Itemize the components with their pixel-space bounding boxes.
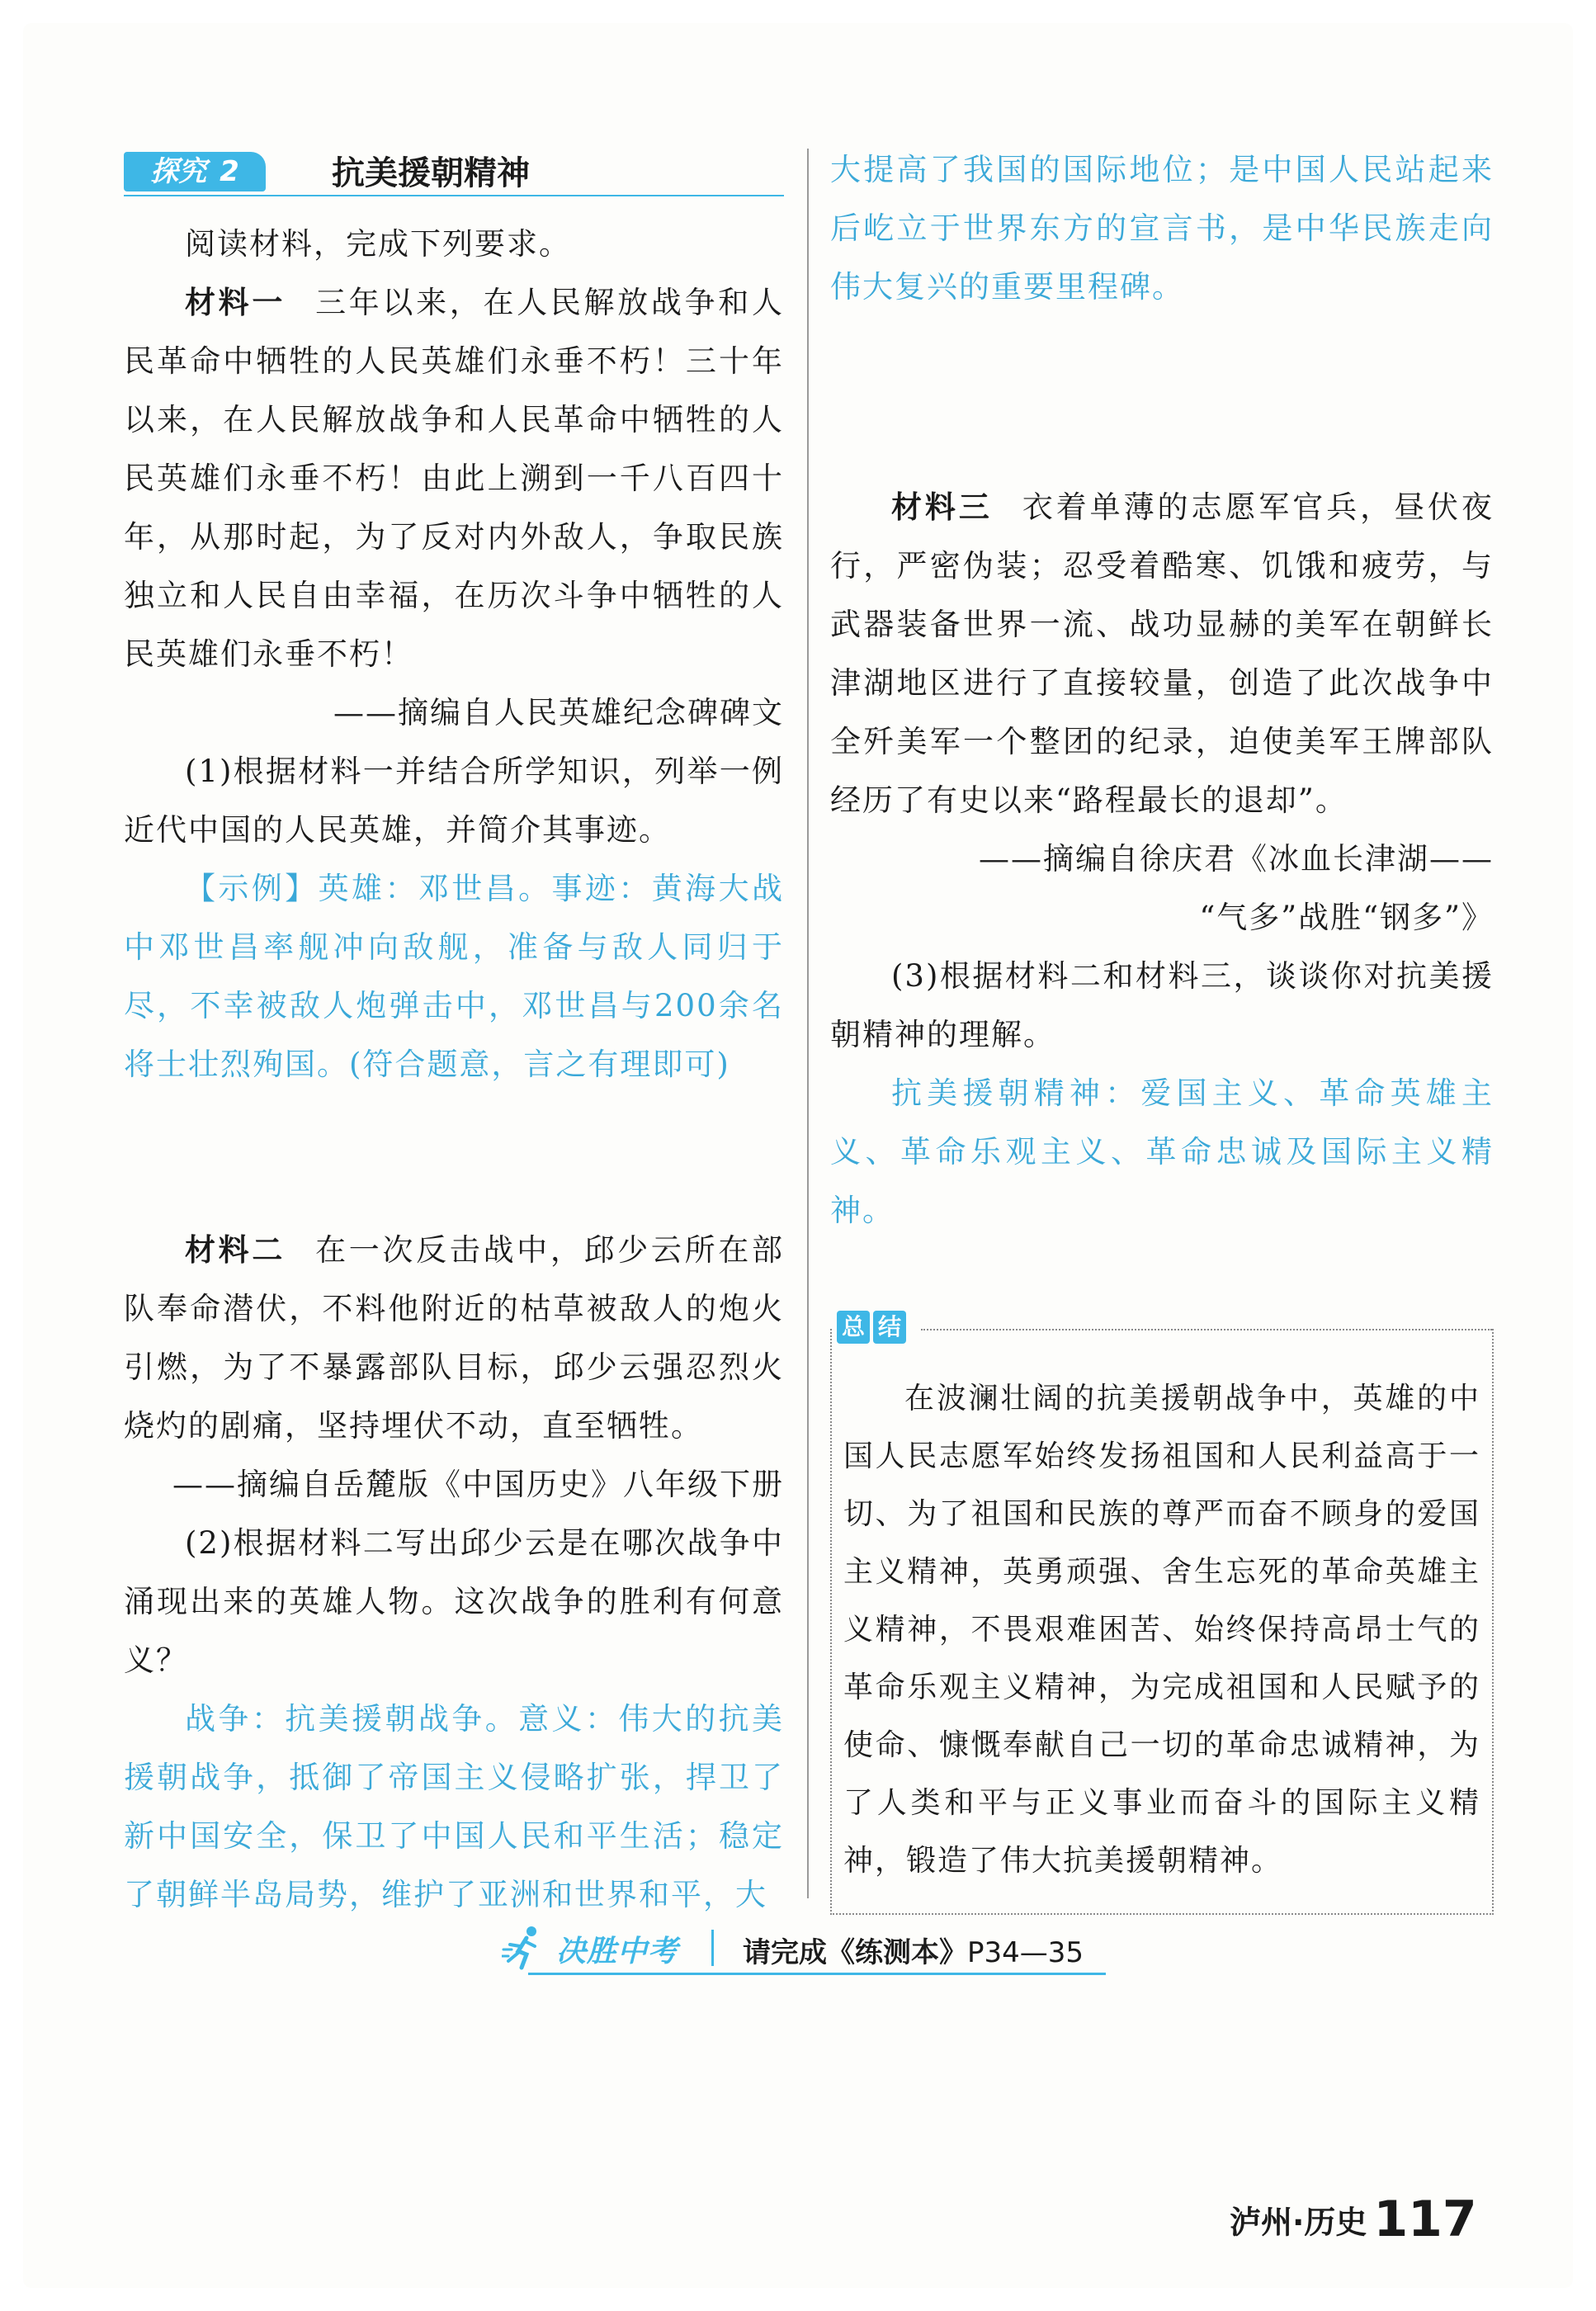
banner-underline <box>528 1973 1106 1975</box>
question-one: (1)根据材料一并结合所学知识，列举一例近代中国的人民英雄，并简介其事迹。 <box>124 754 784 848</box>
summary-tag <box>837 1311 906 1344</box>
material-three-label: 材料三 <box>891 489 993 525</box>
region-subject: 泸州·历史 <box>1230 2204 1367 2241</box>
banner-pages: P34—35 <box>967 1936 1084 1969</box>
material-two <box>124 1221 784 1455</box>
question-three: (3)根据材料二和材料三，谈谈你对抗美援朝精神的理解。 <box>830 958 1494 1052</box>
footer-banner <box>495 1923 1106 1981</box>
material-one <box>124 273 784 683</box>
section-tag-word: 探究 <box>150 155 207 188</box>
answer-two-part-two: 大提高了我国的国际地位；是中国人民站起来后屹立于世界东方的宣言书，是中华民族走向伟大复兴的重要里程碑。 <box>830 152 1494 305</box>
section-tag-number: 2 <box>220 155 239 188</box>
brand-name: 决胜中考 <box>556 1935 679 1968</box>
material-two-source: ——摘编自岳麓版《中国历史》八年级下册 <box>172 1467 784 1502</box>
material-three <box>830 478 1494 829</box>
page-number: 117 <box>1373 2190 1477 2248</box>
summary-box <box>830 1313 1494 1915</box>
section-header <box>124 140 784 200</box>
summary-tag-char-1: 总 <box>837 1311 870 1344</box>
answer-three: 抗美援朝精神：爱国主义、革命英雄主义、革命乐观主义、革命忠诚及国际主义精神。 <box>830 1075 1494 1228</box>
answer-one: 【示例】英雄：邓世昌。事迹：黄海大战中邓世昌率舰冲向敌舰，准备与敌人同归于尽，不幸被敌人炮弹击中，邓世昌与200余名将士壮烈殉国。(符合题意，言之有理即可) <box>124 871 784 1082</box>
summary-top-border <box>921 1329 1492 1330</box>
intro-text: 阅读材料，完成下列要求。 <box>185 226 571 262</box>
section-title: 抗美援朝精神 <box>332 154 530 192</box>
material-one-text: 三年以来，在人民解放战争和人民革命中牺牲的人民英雄们永垂不朽！三十年以来，在人民解放战争和人民革命中牺牲的人民英雄们永垂不朽！由此上溯到一千八百四十年，从那时起，为了反对内外敌人，争取民族独立和人民自由幸福，在历次斗争中牺牲的人民英雄们永垂不朽！ <box>124 285 784 672</box>
material-three-text: 衣着单薄的志愿军官兵，昼伏夜行，严密伪装；忍受着酷寒、饥饿和疲劳，与武器装备世界一流、战功显赫的美军在朝鲜长津湖地区进行了直接较量，创造了此次战争中全歼美军一个整团的纪录，迫使美军王牌部队经历了有史以来“路程最长的退却”。 <box>830 489 1494 818</box>
material-three-source-line-1: ——摘编自徐庆君《冰血长津湖—— <box>979 841 1494 877</box>
question-two: (2)根据材料二写出邱少云是在哪次战争中涌现出来的英雄人物。这次战争的胜利有何意义？ <box>124 1525 784 1678</box>
right-column <box>830 140 1494 1915</box>
banner-workbook: 《练测本》 <box>827 1936 967 1969</box>
answer-two-part-one: 战争：抗美援朝战争。意义：伟大的抗美援朝战争，抵御了帝国主义侵略扩张，捍卫了新中国安全，保卫了中国人民和平生活；稳定了朝鲜半岛局势，维护了亚洲和世界和平，大 <box>124 1701 784 1912</box>
banner-text <box>743 1930 1084 1970</box>
material-one-label: 材料一 <box>185 285 286 320</box>
section-tag <box>124 152 266 191</box>
summary-tag-char-2: 结 <box>873 1311 906 1344</box>
column-divider <box>807 149 809 1898</box>
banner-prefix: 请完成 <box>743 1936 827 1969</box>
banner-separator <box>711 1930 714 1966</box>
runner-icon <box>502 1925 546 1973</box>
summary-text: 在波澜壮阔的抗美援朝战争中，英雄的中国人民志愿军始终发扬祖国和人民利益高于一切、为了祖国和民族的尊严而奋不顾身的爱国主义精神，英勇顽强、舍生忘死的革命英雄主义精神，不畏艰难困苦、始终保持高昂士气的革命乐观主义精神，为完成祖国和人民赋予的使命、慷慨奉献自己一切的革命忠诚精神，为了人类和平与正义事业而奋斗的国际主义精神，锻造了伟大抗美援朝精神。 <box>843 1382 1480 1878</box>
material-two-text: 在一次反击战中，邱少云所在部队奉命潜伏，不料他附近的枯草被敌人的炮火引燃，为了不暴露部队目标，邱少云强忍烈火烧灼的剧痛，坚持埋伏不动，直至牺牲。 <box>124 1232 784 1444</box>
material-three-source-line-2: “气多”战胜“钢多”》 <box>1199 900 1494 935</box>
material-one-source: ——摘编自人民英雄纪念碑碑文 <box>333 695 784 730</box>
left-column <box>124 140 784 1924</box>
header-rule <box>124 195 784 196</box>
material-two-label: 材料二 <box>185 1232 286 1268</box>
page-footer <box>1230 2190 1477 2248</box>
